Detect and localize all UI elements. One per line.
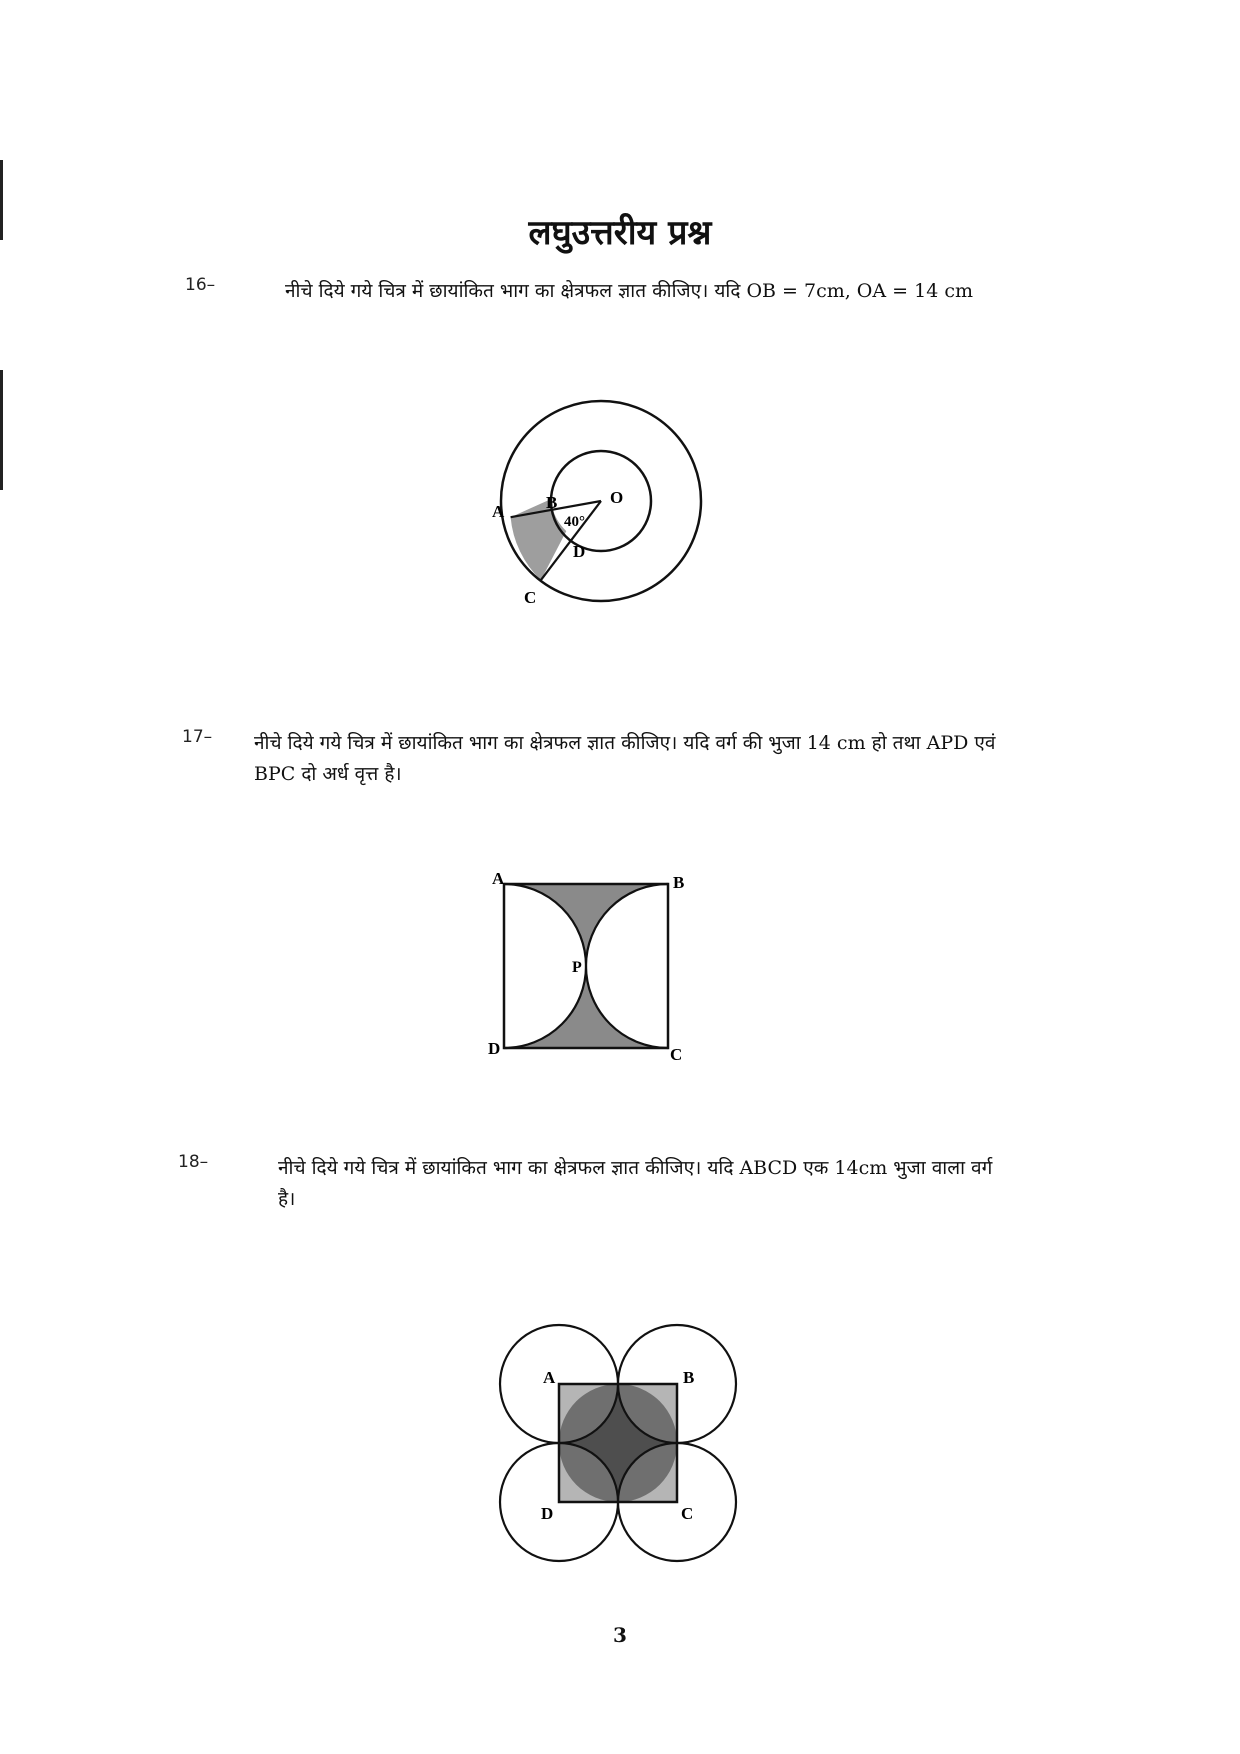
question-text-line2: BPC दो अर्ध वृत्त है। xyxy=(254,763,402,785)
figure-square-four-circles xyxy=(495,1320,745,1570)
question-number: 16– xyxy=(185,275,216,295)
label-P: P xyxy=(572,959,582,976)
figure-square-semicircles xyxy=(480,860,700,1060)
label-C: C xyxy=(670,1045,683,1060)
label-B: B xyxy=(673,873,685,892)
question-number: 17– xyxy=(182,727,213,747)
label-C: C xyxy=(681,1504,694,1523)
label-A: A xyxy=(492,869,505,888)
scan-edge-mark xyxy=(0,370,3,490)
label-D: D xyxy=(488,1039,501,1058)
question-text-line1: नीचे दिये गये चित्र में छायांकित भाग का क्षेत्रफल ज्ञात कीजिए। यदि वर्ग की भुजा 14 cm हो तथा APD एवं xyxy=(254,732,996,754)
label-D: D xyxy=(541,1504,554,1523)
question-text-line2: है। xyxy=(278,1188,296,1210)
label-C: C xyxy=(524,588,537,607)
label-A: A xyxy=(543,1368,556,1387)
label-B: B xyxy=(546,493,558,512)
angle-label: 40° xyxy=(564,514,585,530)
label-B: B xyxy=(683,1368,695,1387)
label-A: A xyxy=(492,502,505,521)
label-D: D xyxy=(573,542,586,561)
figure-concentric-sector xyxy=(480,390,740,640)
question-text: नीचे दिये गये चित्र में छायांकित भाग का क्षेत्रफल ज्ञात कीजिए। यदि OB = 7cm, OA = 14 cm xyxy=(285,280,973,302)
question-number: 18– xyxy=(178,1152,209,1172)
label-O: O xyxy=(610,488,624,507)
page-title: लघुउत्तरीय प्रश्न xyxy=(528,213,712,253)
page-number: 3 xyxy=(613,1623,627,1647)
question-text-line1: नीचे दिये गये चित्र में छायांकित भाग का क्षेत्रफल ज्ञात कीजिए। यदि ABCD एक 14cm भुजा वाला वर्ग xyxy=(278,1157,993,1179)
